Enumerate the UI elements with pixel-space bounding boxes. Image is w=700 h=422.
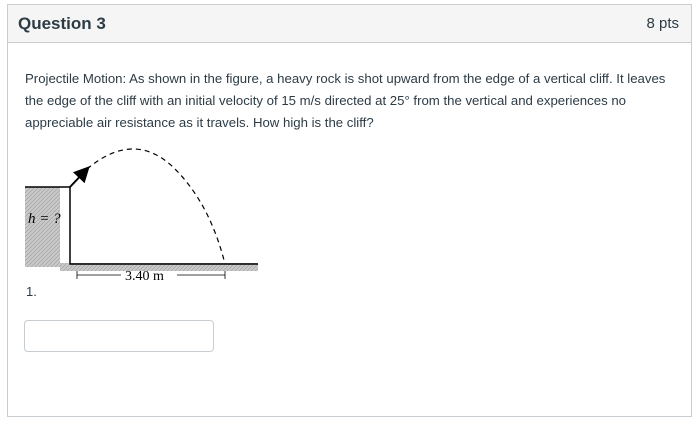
height-label: h = ? — [28, 211, 61, 227]
projectile-figure — [25, 109, 265, 284]
answer-input[interactable] — [24, 320, 214, 352]
question-points: 8 pts — [646, 15, 679, 32]
question-card — [7, 4, 692, 417]
trajectory-path — [87, 149, 225, 264]
cliff-hatch — [25, 187, 60, 267]
question-header — [8, 5, 691, 43]
projectile-cliff-diagram — [25, 109, 265, 284]
question-prompt: Projectile Motion: As shown in the figure, a heavy rock is shot upward from the edge of a vertical cliff. It leaves the edge of the cliff with an initial velocity of 15 m/s directed at 25° from the vertical and experiences no appreciable air resistance as it travels. How high is the cliff? — [25, 71, 666, 130]
question-title: Question 3 — [18, 13, 106, 33]
answer-number: 1. — [26, 284, 37, 299]
launch-arrow-icon — [70, 169, 87, 187]
distance-label: 3.40 m — [125, 269, 164, 284]
